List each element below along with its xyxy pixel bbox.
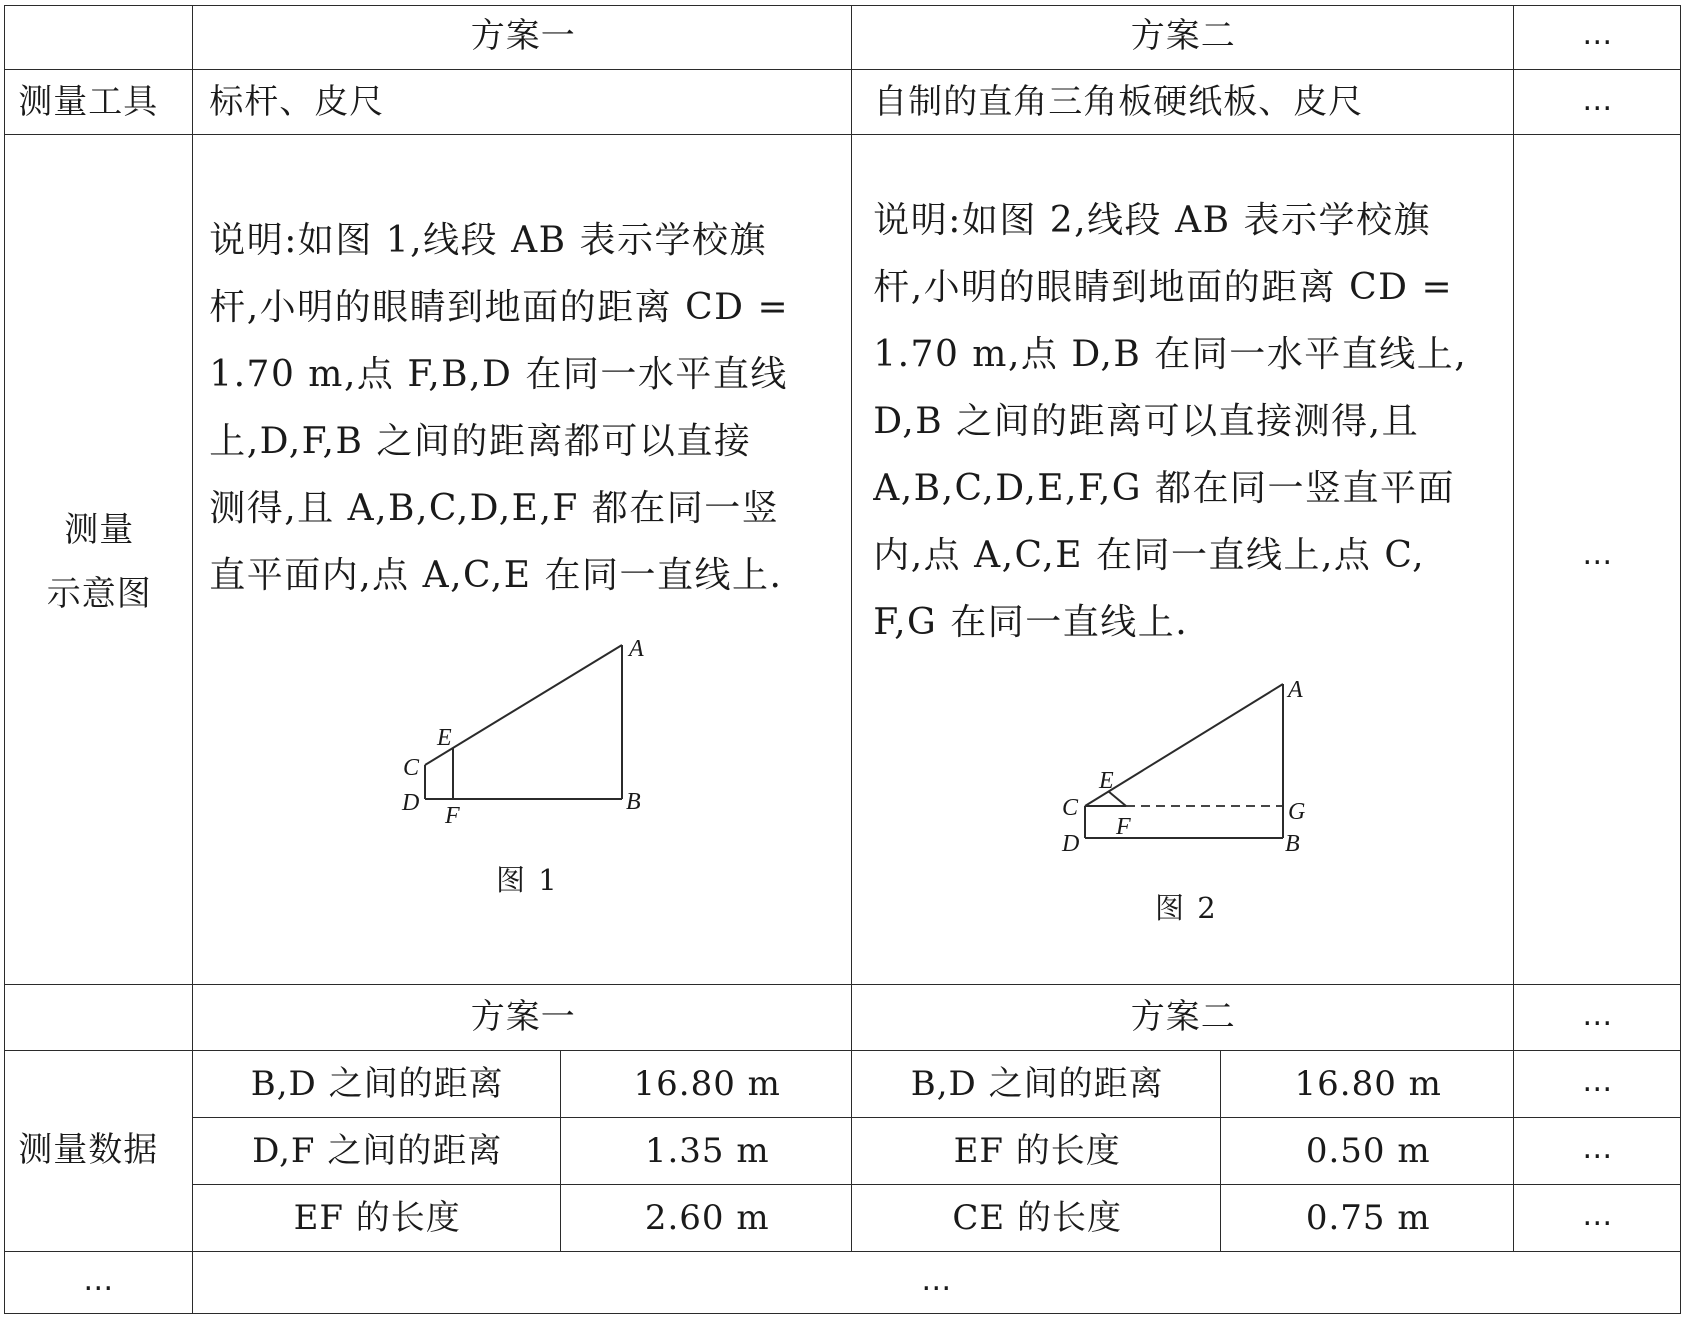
data-plan-two-item-cell xyxy=(851,1184,1221,1252)
plan-one-line: 上,D,F,B 之间的距离都可以直接 xyxy=(209,421,752,463)
plan-one-line: 测得,且 A,B,C,D,E,F 都在同一竖 xyxy=(209,488,780,530)
data-plan-two-item-cell xyxy=(851,1117,1221,1185)
plan-two-line: 说明:如图 2,线段 AB 表示学校旗 xyxy=(873,200,1431,242)
plan-two-line: D,B 之间的距离可以直接测得,且 xyxy=(873,401,1420,443)
plan-two-line: A,B,C,D,E,F,G 都在同一竖直平面 xyxy=(873,468,1456,510)
plan-one-line: 杆,小明的眼睛到地面的距离 CD = xyxy=(209,287,790,329)
data-plan-two-value-cell xyxy=(1220,1050,1514,1118)
data-plan-one-value-cell xyxy=(560,1117,852,1185)
diagram-row-label-line1: 测量 xyxy=(64,510,135,551)
data-plan-one-item-cell xyxy=(192,1117,561,1185)
plan-one-description xyxy=(209,207,789,609)
plan-one-line: 直平面内,点 A,C,E 在同一直线上. xyxy=(209,555,783,597)
tools-plan-two: 自制的直角三角板硬纸板、皮尺 xyxy=(873,82,1364,123)
data-more: … xyxy=(1582,1131,1615,1167)
data-more-cell xyxy=(1513,1050,1681,1118)
tools-label-cell xyxy=(4,69,193,135)
footer-left-cell xyxy=(4,1251,193,1314)
diagram-plan-one-cell xyxy=(192,134,852,985)
plan-two-line: 杆,小明的眼睛到地面的距离 CD = xyxy=(873,267,1454,309)
header-plan-one-cell xyxy=(192,5,852,70)
data-row-label: 测量数据 xyxy=(18,1130,159,1171)
plan-two-line: 1.70 m,点 D,B 在同一水平直线上, xyxy=(873,334,1468,376)
data-header-empty-cell xyxy=(4,984,193,1051)
data-plan-one-item: EF 的长度 xyxy=(293,1198,461,1239)
fig1-label-e: E xyxy=(437,725,452,751)
header-plan-two-cell xyxy=(851,5,1514,70)
figure-1-caption: 图 1 xyxy=(496,863,559,897)
data-plan-one-item-cell xyxy=(192,1184,561,1252)
plan-two-line: F,G 在同一直线上. xyxy=(873,602,1189,644)
tools-more: … xyxy=(1582,83,1615,119)
data-header-plan-two-cell xyxy=(851,984,1514,1051)
footer-right-cell xyxy=(192,1251,1681,1314)
fig1-label-a: A xyxy=(629,636,644,662)
header-more: … xyxy=(1582,17,1615,53)
fig1-label-c: C xyxy=(403,755,420,781)
figure-2-caption: 图 2 xyxy=(1155,891,1218,925)
header-more-cell xyxy=(1513,5,1681,70)
data-plan-two-value: 16.80 m xyxy=(1294,1064,1442,1105)
fig2-label-c: C xyxy=(1062,795,1079,821)
data-plan-two-value-cell xyxy=(1220,1117,1514,1185)
fig2-label-a: A xyxy=(1288,677,1303,703)
fig2-label-e: E xyxy=(1099,768,1114,794)
fig2-label-d: D xyxy=(1062,831,1080,857)
data-header-plan-two: 方案二 xyxy=(1130,997,1236,1038)
diagram-more: … xyxy=(1582,537,1615,573)
data-more-cell xyxy=(1513,1184,1681,1252)
diagram-more-cell xyxy=(1513,134,1681,985)
tools-plan-one: 标杆、皮尺 xyxy=(209,82,385,123)
fig2-label-b: B xyxy=(1285,831,1300,857)
plan-one-line: 1.70 m,点 F,B,D 在同一水平直线 xyxy=(209,354,788,396)
diagram-row-label-line2: 示意图 xyxy=(46,574,152,615)
plan-one-line: 说明:如图 1,线段 AB 表示学校旗 xyxy=(209,220,767,262)
data-header-more-cell xyxy=(1513,984,1681,1051)
tools-more-cell xyxy=(1513,69,1681,135)
tools-plan-two-cell xyxy=(851,69,1514,135)
header-plan-one: 方案一 xyxy=(470,16,576,57)
data-plan-two-value: 0.50 m xyxy=(1305,1131,1431,1172)
data-plan-one-value: 16.80 m xyxy=(633,1064,781,1105)
data-plan-two-value-cell xyxy=(1220,1184,1514,1252)
plan-two-line: 内,点 A,C,E 在同一直线上,点 C, xyxy=(873,535,1426,577)
data-plan-one-value: 1.35 m xyxy=(644,1131,770,1172)
data-plan-two-item: B,D 之间的距离 xyxy=(910,1064,1164,1105)
data-plan-two-item-cell xyxy=(851,1050,1221,1118)
diagram-plan-two-cell xyxy=(851,134,1514,985)
data-more-cell xyxy=(1513,1117,1681,1185)
diagram-label-cell xyxy=(4,134,193,985)
fig2-label-g: G xyxy=(1288,799,1306,825)
footer-left: … xyxy=(83,1263,116,1299)
data-more: … xyxy=(1582,1064,1615,1100)
data-plan-one-value: 2.60 m xyxy=(644,1198,770,1239)
data-plan-one-item: D,F 之间的距离 xyxy=(252,1131,503,1172)
fig2-label-f: F xyxy=(1116,814,1131,840)
fig1-label-f: F xyxy=(445,803,460,829)
tools-plan-one-cell xyxy=(192,69,852,135)
data-more: … xyxy=(1582,1198,1615,1234)
data-header-more: … xyxy=(1582,998,1615,1034)
data-plan-two-item: CE 的长度 xyxy=(952,1198,1123,1239)
data-plan-one-item-cell xyxy=(192,1050,561,1118)
data-plan-one-item: B,D 之间的距离 xyxy=(250,1064,504,1105)
data-plan-one-value-cell xyxy=(560,1184,852,1252)
data-header-plan-one: 方案一 xyxy=(470,997,576,1038)
footer-right: … xyxy=(921,1263,954,1299)
data-plan-one-value-cell xyxy=(560,1050,852,1118)
header-plan-two: 方案二 xyxy=(1130,16,1236,57)
tools-row-label: 测量工具 xyxy=(18,82,159,123)
fig1-label-b: B xyxy=(626,789,641,815)
data-label-cell xyxy=(4,1050,193,1252)
data-header-plan-one-cell xyxy=(192,984,852,1051)
data-plan-two-value: 0.75 m xyxy=(1305,1198,1431,1239)
fig1-label-d: D xyxy=(402,790,420,816)
plan-two-description xyxy=(873,187,1467,656)
header-empty-cell xyxy=(4,5,193,70)
data-plan-two-item: EF 的长度 xyxy=(953,1131,1121,1172)
